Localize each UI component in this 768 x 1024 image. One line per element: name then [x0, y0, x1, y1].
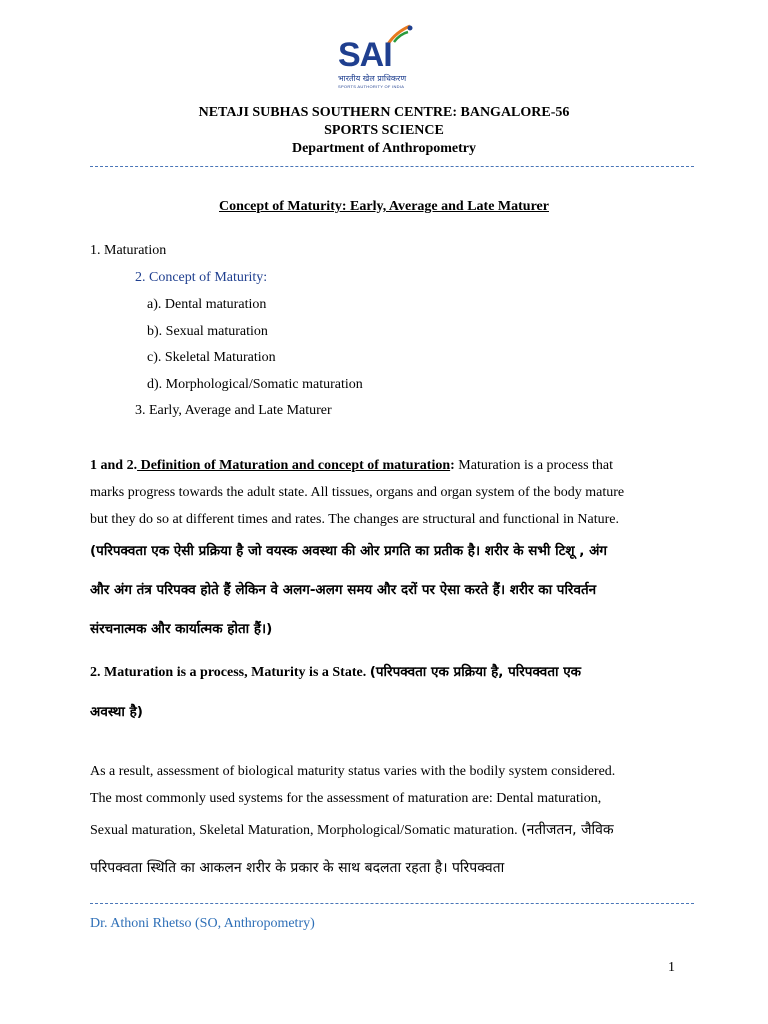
- sai-logo: [336, 22, 426, 92]
- outline-sub-a: a). Dental maturation: [147, 297, 267, 312]
- page-title: Concept of Maturity: Early, Average and Late Maturer: [219, 199, 549, 214]
- section1-colon: :: [450, 458, 455, 473]
- header-department-group: SPORTS SCIENCE: [324, 123, 444, 138]
- outline-sub-b: b). Sexual maturation: [147, 324, 268, 339]
- section1-heading: Definition of Maturation and concept of maturation: [137, 458, 451, 473]
- header-department: Department of Anthropometry: [291, 141, 477, 156]
- outline-item-3: 3. Early, Average and Late Maturer: [135, 403, 332, 418]
- footer-divider: [90, 903, 694, 904]
- section2-text: 2. Maturation is a process, Maturity is a State.: [90, 665, 370, 680]
- para3-line3-english: Sexual maturation, Skeletal Maturation, Morphological/Somatic maturation.: [90, 823, 522, 838]
- section1-line1: [90, 458, 690, 474]
- outline-item-1: 1. Maturation: [90, 243, 167, 258]
- section1-prefix: 1 and 2.: [90, 458, 138, 473]
- section1-hindi-line2: और अंग तंत्र परिपक्व होते हैं लेकिन वे अलग-अलग समय और दरों पर ऐसा करते हैं। शरीर का परिवर्तन: [90, 582, 597, 598]
- footer-author: Dr. Athoni Rhetso (SO, Anthropometry): [90, 916, 315, 931]
- logo-hindi-text: भारतीय खेल प्राधिकरण: [338, 74, 407, 83]
- outline-sub-c: c). Skeletal Maturation: [147, 350, 276, 365]
- header-institution: NETAJI SUBHAS SOUTHERN CENTRE: BANGALORE-56: [198, 105, 570, 120]
- section2-hindi-line1: (परिपक्वता एक प्रक्रिया है, परिपक्वता एक: [369, 664, 582, 680]
- section1-text-line3: but they do so at different times and rates. The changes are structural and functional in Nature.: [90, 512, 619, 527]
- section2-hindi-line2: अवस्था है): [90, 704, 143, 720]
- para3-line1: As a result, assessment of biological maturity status varies with the bodily system considered.: [90, 764, 616, 779]
- outline-item-2: 2. Concept of Maturity:: [135, 270, 268, 285]
- para3-line3: [90, 820, 614, 839]
- logo-text: SAI: [338, 36, 392, 74]
- page-number: 1: [668, 960, 675, 975]
- section1-text-line2: marks progress towards the adult state. All tissues, organs and organ system of the body mature: [90, 485, 625, 500]
- outline-sub-d: d). Morphological/Somatic maturation: [147, 377, 363, 392]
- header-divider: [90, 166, 694, 167]
- para3-line3-hindi: (नतीजतन, जैविक: [521, 822, 614, 838]
- section2-line1: [90, 662, 581, 681]
- para3-line4: परिपक्वता स्थिति का आकलन शरीर के प्रकार के साथ बदलता रहता है। परिपक्वता: [90, 860, 505, 876]
- section1-text-line1: Maturation is a process that: [454, 458, 614, 473]
- logo-subtitle: SPORTS AUTHORITY OF INDIA: [338, 84, 405, 89]
- section1-hindi-line3: संरचनात्मक और कार्यात्मक होता हैं।): [90, 621, 273, 637]
- section1-hindi-line1: (परिपक्वता एक ऐसी प्रक्रिया है जो वयस्क अवस्था की ओर प्रगति का प्रतीक है। शरीर के सभी टिशू , अंग: [90, 543, 608, 559]
- para3-line2: The most commonly used systems for the assessment of maturation are: Dental maturation,: [90, 791, 602, 806]
